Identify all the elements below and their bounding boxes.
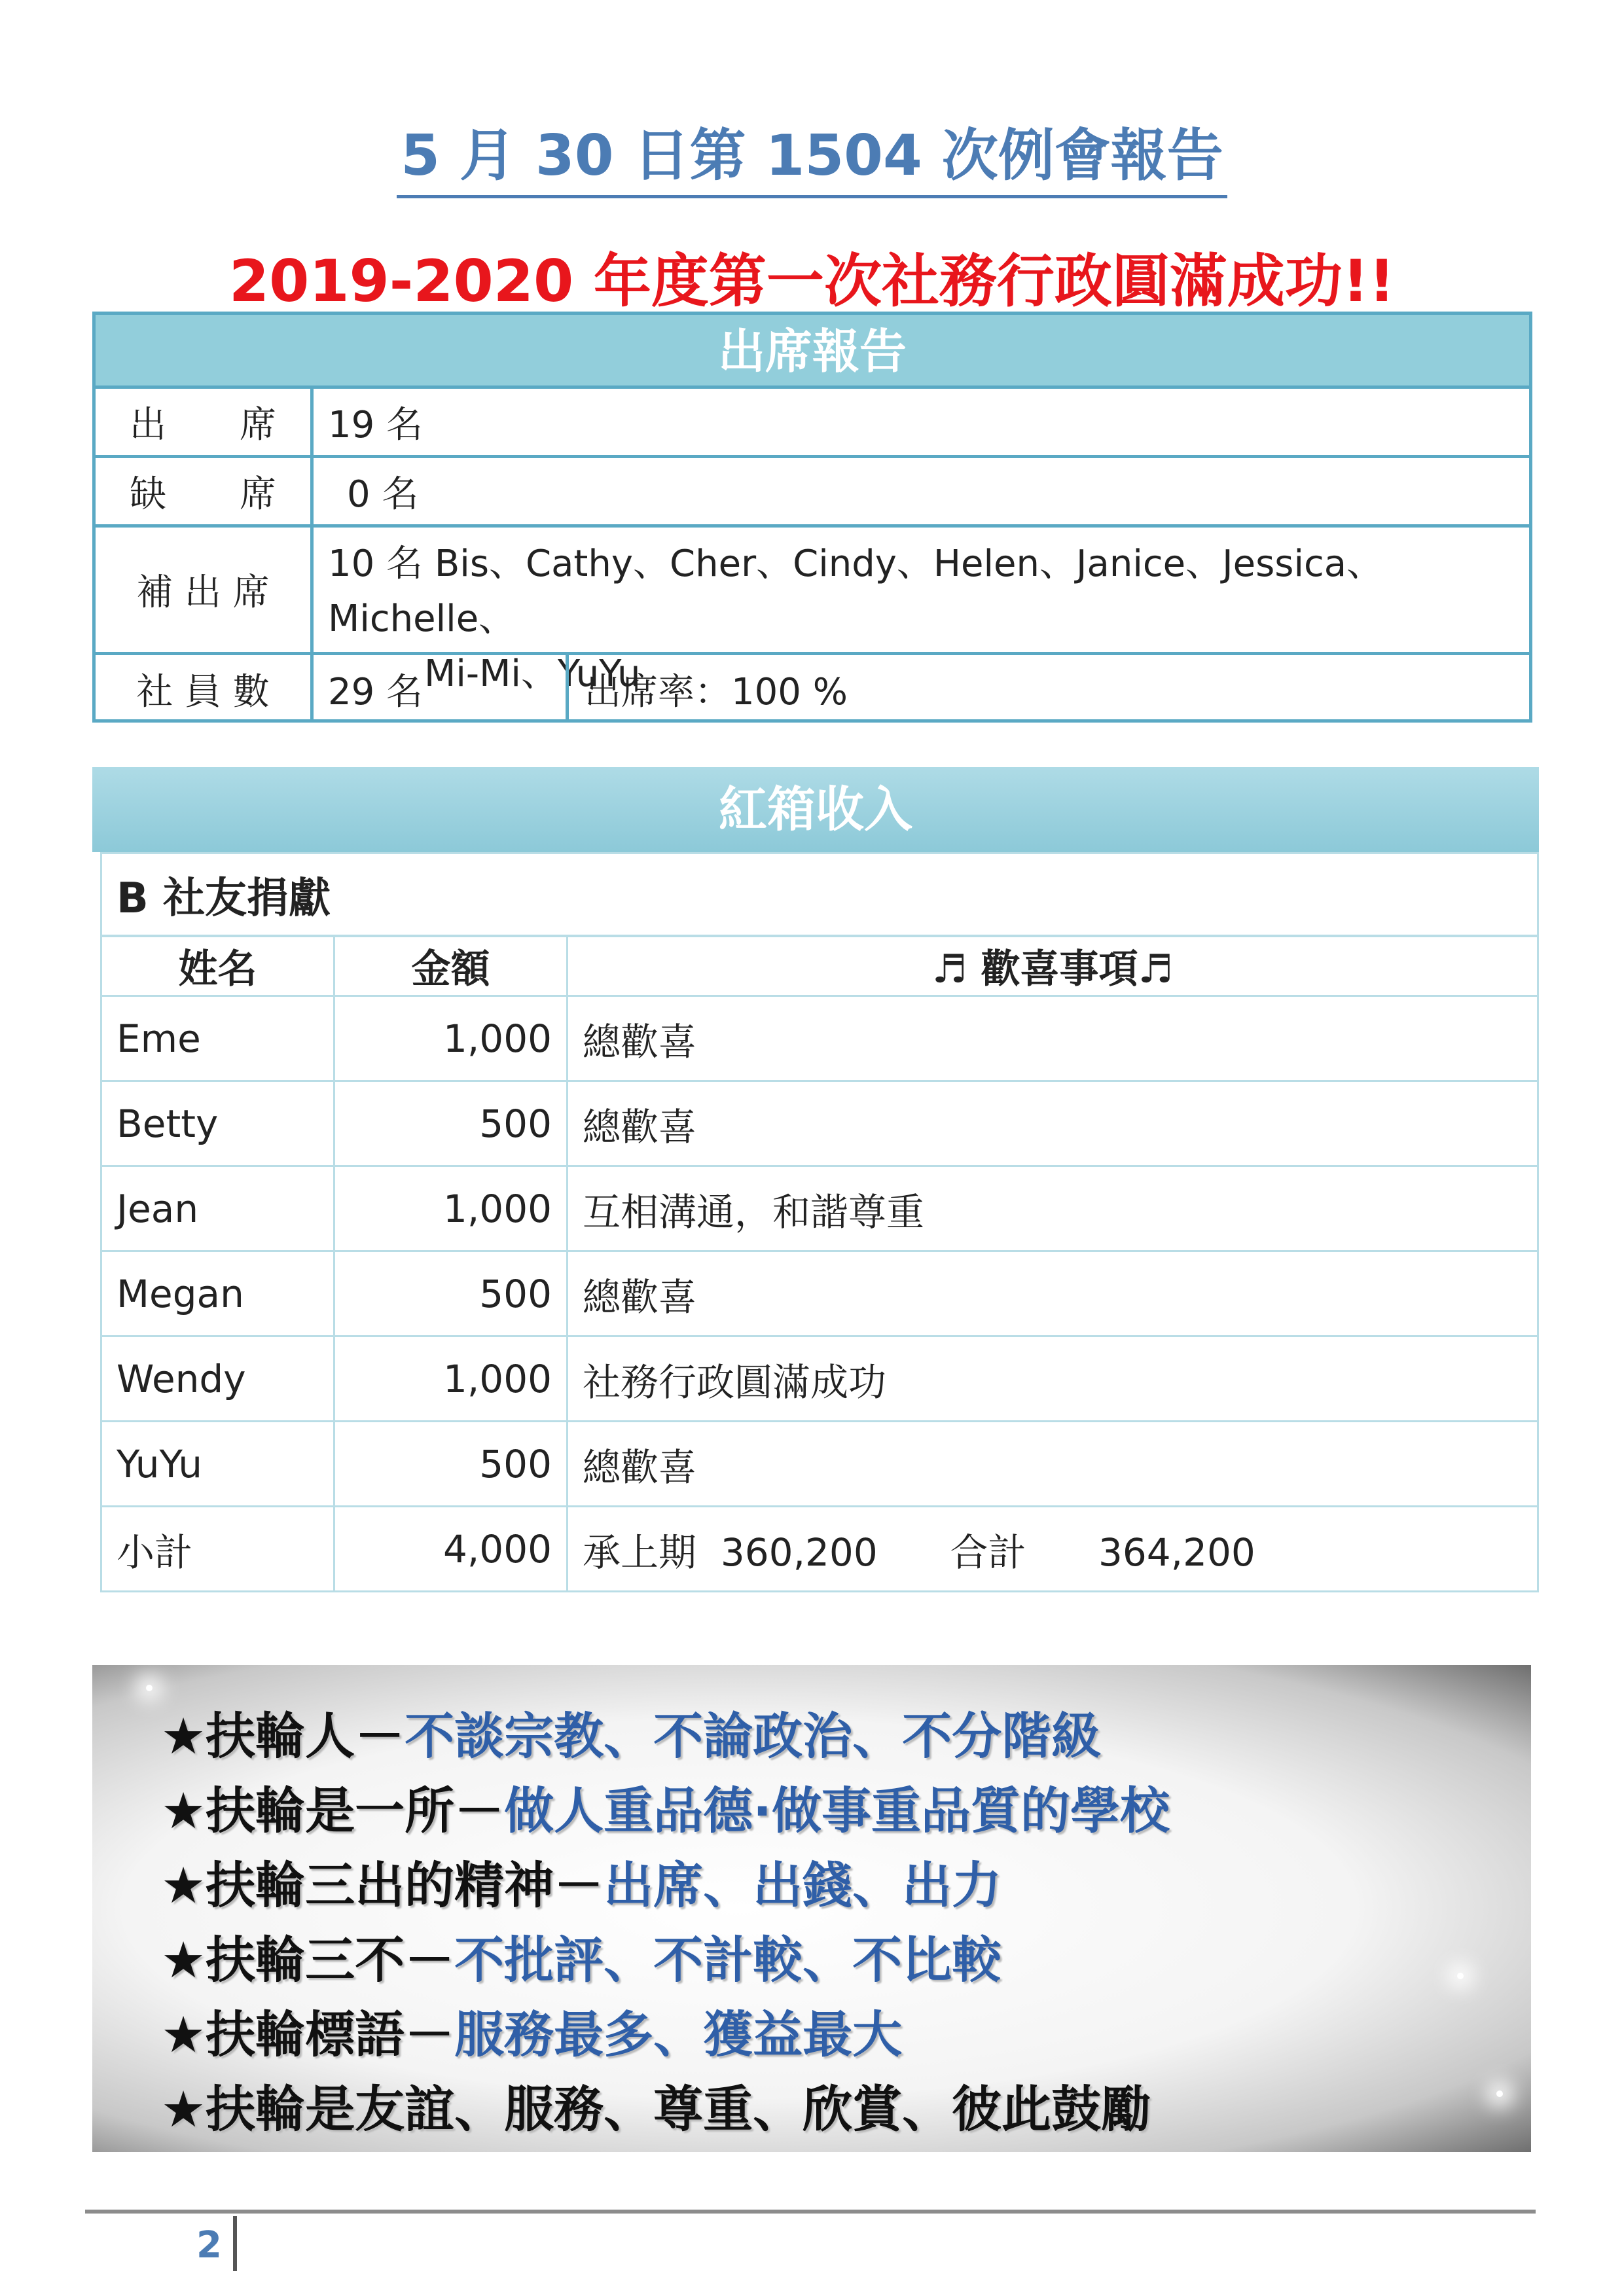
- row-label: 補 出 席: [96, 528, 314, 652]
- sparkle-decoration: [146, 1685, 153, 1691]
- makeup-line-1: 10 名 Bis、Cathy、Cher、Cindy、Helen、Janice、Jessica、Michelle、: [328, 543, 1384, 640]
- donation-note: 總歡喜: [568, 1422, 1538, 1507]
- page-title: 5 月 30 日第 1504 次例會報告: [0, 110, 1624, 191]
- donor-name: YuYu: [101, 1422, 334, 1507]
- redbox-table: [100, 852, 1539, 1592]
- donation-note: 互相溝通，和諧尊重: [568, 1166, 1538, 1251]
- table-row: [101, 1251, 1538, 1336]
- donation-amount: 500: [334, 1081, 568, 1166]
- row-value: 0 名: [347, 473, 419, 516]
- table-row: [101, 996, 1538, 1081]
- donation-amount: 1,000: [334, 1336, 568, 1422]
- donor-name: Eme: [101, 996, 334, 1081]
- attendance-row-members: [96, 655, 1529, 723]
- subtotal-note: 承上期 360,200 合計 364,200: [568, 1507, 1538, 1592]
- row-value: 19 名: [328, 403, 424, 446]
- page-subtitle: 2019-2020 年度第一次社務行政圓滿成功!!: [228, 247, 1396, 315]
- donation-note: 總歡喜: [568, 1081, 1538, 1166]
- row-value: 29 名: [328, 670, 424, 713]
- page-number-bar: [233, 2216, 237, 2271]
- donation-amount: 500: [334, 1251, 568, 1336]
- col-header-note: ♬ 歡喜事項♬: [568, 936, 1538, 996]
- motto-line-4: ★扶輪三不－不批評、不計較、不比較: [161, 1931, 1002, 1989]
- table-row: [101, 1422, 1538, 1507]
- donor-name: Jean: [101, 1166, 334, 1251]
- donor-name: Megan: [101, 1251, 334, 1336]
- table-row: [101, 1081, 1538, 1166]
- attendance-table: [92, 312, 1532, 723]
- motto-line-2: ★扶輪是一所－做人重品德·做事重品質的學校: [161, 1782, 1170, 1840]
- motto-line-3: ★扶輪三出的精神－出席、出錢、出力: [161, 1856, 1002, 1914]
- attendance-row-absent: [96, 458, 1529, 528]
- motto-line-5: ★扶輪標語－服務最多、獲益最大: [161, 2005, 903, 2064]
- donation-note: 總歡喜: [568, 996, 1538, 1081]
- row-label: 社 員 數: [96, 655, 314, 723]
- col-header-name: 姓名: [101, 936, 334, 996]
- donor-name: Betty: [101, 1081, 334, 1166]
- donation-amount: 500: [334, 1422, 568, 1507]
- footer-divider: [85, 2210, 1536, 2214]
- subtotal-label: 小計: [101, 1507, 334, 1592]
- attendance-header: 出席報告: [96, 315, 1529, 389]
- motto-line-1: ★扶輪人－不談宗教、不論政治、不分階級: [161, 1707, 1102, 1765]
- table-row: [101, 1336, 1538, 1422]
- attendance-rate: 出席率：100 %: [566, 655, 848, 723]
- page-number: 2: [196, 2224, 222, 2267]
- donor-name: Wendy: [101, 1336, 334, 1422]
- motto-banner: [92, 1665, 1531, 2152]
- sparkle-decoration: [1496, 2090, 1503, 2097]
- sparkle-decoration: [1457, 1973, 1464, 1979]
- donation-note: 總歡喜: [568, 1251, 1538, 1336]
- donation-amount: 1,000: [334, 996, 568, 1081]
- donation-note: 社務行政圓滿成功: [568, 1336, 1538, 1422]
- table-row: [101, 1166, 1538, 1251]
- col-header-amount: 金額: [334, 936, 568, 996]
- motto-line-6: ★扶輪是友誼、服務、尊重、欣賞、彼此鼓勵: [161, 2080, 1151, 2138]
- section-title: B 社友捐獻: [101, 853, 1538, 937]
- row-label: 缺 席: [96, 458, 314, 524]
- makeup-line-2: Mi-Mi、YuYu: [424, 653, 641, 695]
- redbox-header: 紅箱收入: [92, 767, 1539, 852]
- donation-amount: 1,000: [334, 1166, 568, 1251]
- subtotal-amount: 4,000: [334, 1507, 568, 1592]
- attendance-row-present: [96, 389, 1529, 458]
- row-label: 出 席: [96, 389, 314, 455]
- subtotal-row: [101, 1507, 1538, 1592]
